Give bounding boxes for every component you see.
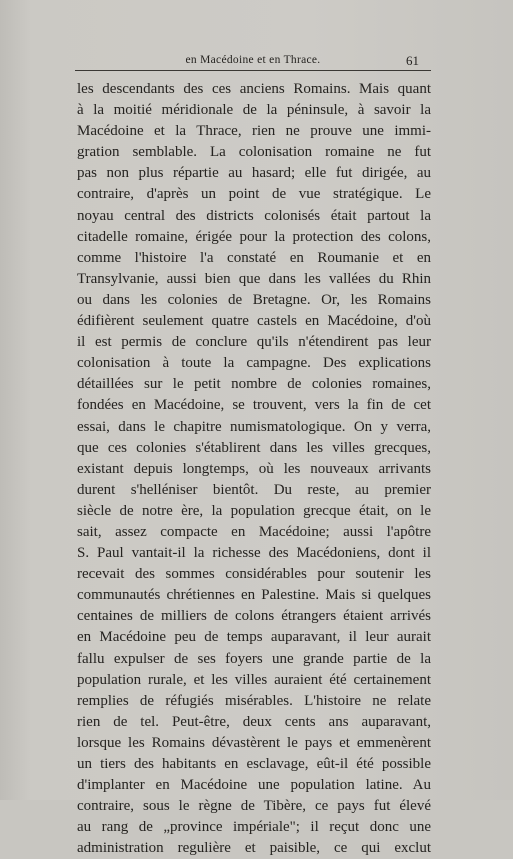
text-line: durent s'helléniser bientôt. Du reste, au premier xyxy=(77,481,431,498)
text-line: centaines de milliers de colons étrangers étaient arrivés xyxy=(77,608,431,625)
running-header xyxy=(75,50,431,71)
running-title: en Macédoine et en Thrace. xyxy=(185,54,321,66)
text-line: fondées en Macédoine, se trouvent, vers la fin de cet xyxy=(77,397,431,414)
text-line: essai, dans le chapitre numismatologique. On y verra, xyxy=(77,418,431,435)
text-line: d'implanter en Macédoine une population latine. Au xyxy=(77,777,431,794)
text-line: remplies de réfugiés misérables. L'histoire ne relate xyxy=(77,692,431,709)
text-line: en Macédoine peu de temps auparavant, il leur aurait xyxy=(77,629,431,646)
text-line: S. Paul vantait-il la richesse des Macédoniens, dont il xyxy=(77,545,431,562)
text-line: comme l'histoire l'a constaté en Roumanie et en xyxy=(77,249,431,266)
text-line: citadelle romaine, érigée pour la protection des colons, xyxy=(77,228,431,245)
text-line: détaillées sur le petit nombre de colonies romaines, xyxy=(77,376,431,393)
text-line: pas non plus répartie au hasard; elle fut dirigée, au xyxy=(77,165,431,182)
text-line: fallu expulser de ses foyers une grande partie de la xyxy=(77,650,431,667)
text-line: ou dans les colonies de Bretagne. Or, les Romains xyxy=(77,291,431,308)
text-line: il est permis de conclure qu'ils n'étendirent pas leur xyxy=(77,334,431,351)
page-number: 61 xyxy=(406,53,419,68)
text-line: édifièrent seulement quatre castels en Macédoine, d'où xyxy=(77,313,431,330)
text-line: sait, assez compacte en Macédoine; aussi l'apôtre xyxy=(77,523,431,540)
text-line: à la moitié méridionale de la péninsule, à savoir la xyxy=(77,102,431,119)
text-line: rien de tel. Peut-être, deux cents ans auparavant, xyxy=(77,713,431,730)
text-line: au rang de „province impériale"; il reçut donc une xyxy=(77,819,431,836)
text-line: communautés chrétiennes en Palestine. Mais si quelques xyxy=(77,587,431,604)
text-line: population rurale, et les villes auraient été certainement xyxy=(77,671,431,688)
text-line: Transylvanie, aussi bien que dans les vallées du Rhin xyxy=(77,270,431,287)
text-line: recevait des sommes considérables pour soutenir les xyxy=(77,566,431,583)
body-text xyxy=(77,79,431,859)
text-line: gration semblable. La colonisation romaine ne fut xyxy=(77,144,431,161)
text-line: existant depuis longtemps, où les nouveaux arrivants xyxy=(77,460,431,477)
text-line: lorsque les Romains dévastèrent le pays et emmenèrent xyxy=(77,734,431,751)
text-line: un tiers des habitants en esclavage, eût-il été possible xyxy=(77,756,431,772)
text-line: siècle de notre ère, la population grecque était, on le xyxy=(77,502,431,519)
text-line: noyau central des districts colonisés était partout la xyxy=(77,207,431,224)
text-line: contraire, sous le règne de Tibère, ce pays fut élevé xyxy=(77,798,431,815)
text-line: les descendants des ces anciens Romains. Mais quant xyxy=(77,81,431,97)
text-line: Macédoine et la Thrace, rien ne prouve une immi- xyxy=(77,123,431,140)
text-line: que ces colonies s'établirent dans les villes grecques, xyxy=(77,439,431,456)
text-line: colonisation à toute la campagne. Des explications xyxy=(77,355,431,372)
text-line: contraire, d'après un point de vue stratégique. Le xyxy=(77,186,431,203)
text-line: administration regulière et paisible, ce qui exclut xyxy=(77,840,431,857)
